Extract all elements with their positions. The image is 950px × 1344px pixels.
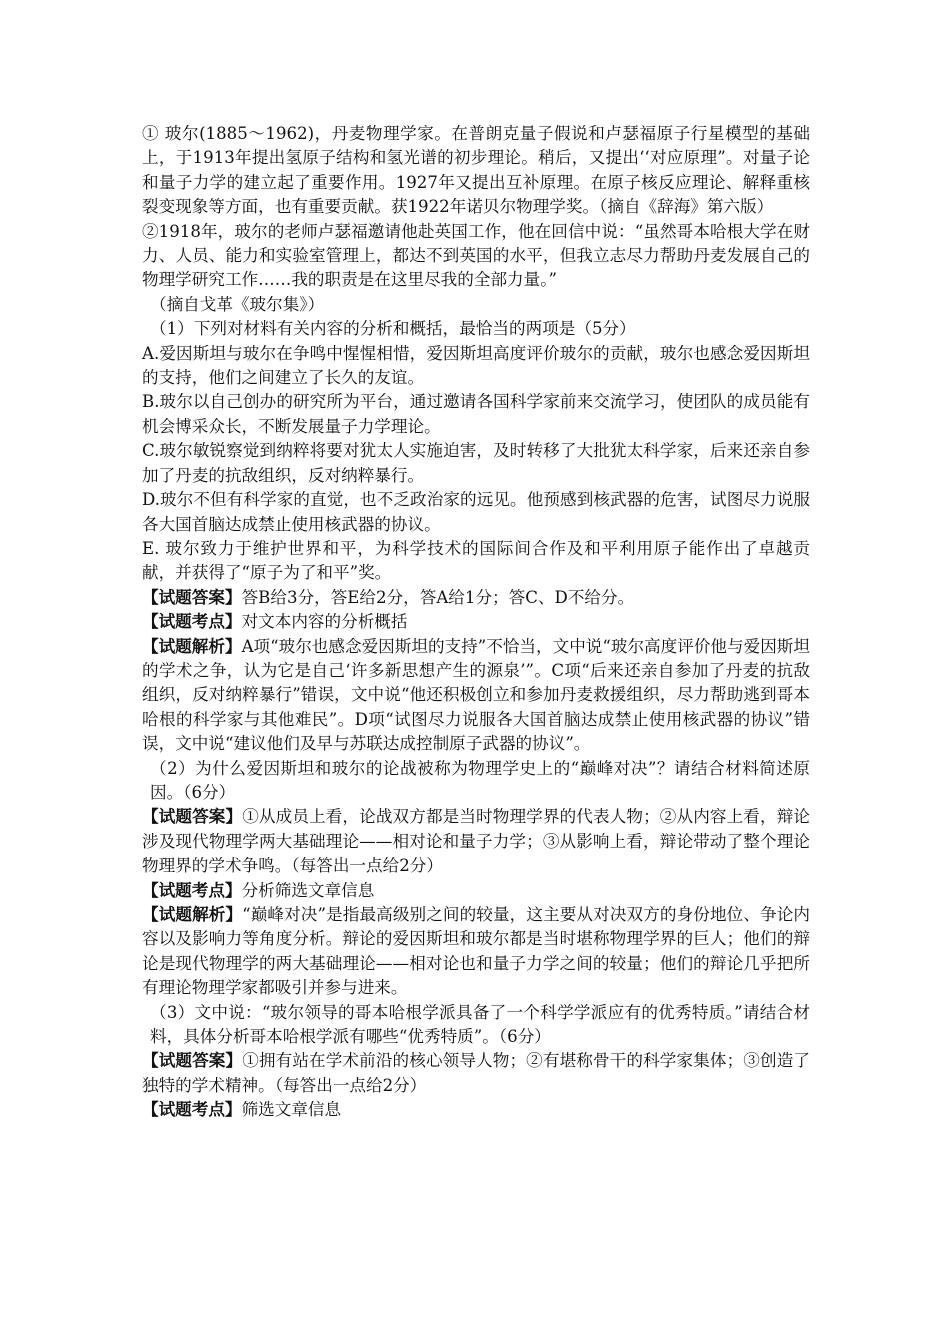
material-1: ① 玻尔(1885～1962)，丹麦物理学家。在普朗克量子假说和卢瑟福原子行星模型的基础上，于1913年提出氢原子结构和氢光谱的初步理论。稍后，又提出‘‘对应原理”。对量子论和量子力学的建立起了重要作用。1927年又提出互补原理。在原子核反应理论、解释重核裂变现象等方面，也有重要贡献。获1922年诺贝尔物理学奖。（摘自《辞海》第六版） (142, 124, 810, 217)
point-label: 【试题考点】 (142, 612, 242, 632)
point-label: 【试题考点】 (142, 880, 242, 900)
q2-point (142, 879, 810, 903)
point-label: 【试题考点】 (142, 1100, 242, 1120)
q2-answer-text: ①从成员上看，论战双方都是当时物理学界的代表人物；②从内容上看，辩论涉及现代物理学两大基础理论——相对论和量子力学；③从影响上看，辩论带动了整个理论物理界的学术争鸣。（每答出一点给2分） (142, 807, 811, 876)
q1-analysis (142, 635, 810, 757)
q1-point-text: 对文本内容的分析概括 (241, 612, 408, 632)
q2-answer (142, 805, 810, 878)
q2-analysis (142, 903, 810, 1001)
answer-label: 【试题答案】 (142, 807, 243, 827)
q3-answer-text: ①拥有站在学术前沿的核心领导人物；②有堪称骨干的科学家集体；③创造了独特的学术精神。（每答出一点给2分） (142, 1051, 811, 1095)
option-a: A.爱因斯坦与玻尔在争鸣中惺惺相惜，爱因斯坦高度评价玻尔的贡献，玻尔也感念爱因斯坦的支持，他们之间建立了长久的友谊。 (142, 343, 810, 388)
q1-answer-text: 答B给3分，答E给2分，答A给1分；答C、D不给分。 (241, 587, 635, 607)
q3-answer (142, 1049, 810, 1098)
answer-label: 【试题答案】 (142, 1051, 243, 1071)
question-3: （3）文中说：“玻尔领导的哥本哈根学派具备了一个科学学派应有的优秀特质。”请结合材料，具体分析哥本哈根学派有哪些“优秀特质”。（6分） (150, 1002, 810, 1047)
question-1: （1）下列对材料有关内容的分析和概括，最恰当的两项是（5分） (150, 319, 636, 339)
analysis-label: 【试题解析】 (142, 905, 243, 924)
option-c: C.玻尔敏锐察觉到纳粹将要对犹太人实施迫害，及时转移了大批犹太科学家，后来还亲自参加了丹麦的抗敌组织，反对纳粹暴行。 (142, 441, 810, 485)
q2-point-text: 分析筛选文章信息 (241, 880, 375, 900)
q2-analysis-text: “巅峰对决”是指最高级别之间的较量，这主要从对决双方的身份地位、争论内容以及影响力等角度分析。辩论的爱因斯坦和玻尔都是当时堪称物理学界的巨人；他们的辩论是现代物理学的两大基础理论——相对论也和量子力学之间的较量；他们的辩论几乎把所有理论物理学家都吸引并参与进来。 (142, 905, 811, 998)
material-2-source: （摘自戈革《玻尔集》） (150, 294, 325, 314)
q1-answer (142, 586, 810, 610)
q3-point-text: 筛选文章信息 (241, 1100, 342, 1120)
document-page (142, 122, 810, 1123)
q1-analysis-text: A项“玻尔也感念爱因斯坦的支持”不恰当，文中说“玻尔高度评价他与爱因斯坦的学术之争，认为它是自己‘许多新思想产生的源泉’”。C项“后来还亲自参加了丹麦的抗敌组织，反对纳粹暴行”错误，文中说“他还积极创立和参加丹麦救援组织，尽力帮助逃到哥本哈根的科学家与其他难民”。D项“试图尽力说服各大国首脑达成禁止使用核武器的协议”错误，文中说“建议他们及早与苏联达成控制原子武器的协议”。 (142, 636, 810, 754)
option-b: B.玻尔以自己创办的研究所为平台，通过邀请各国科学家前来交流学习，使团队的成员能有机会博采众长，不断发展量子力学理论。 (142, 392, 810, 436)
answer-label: 【试题答案】 (142, 587, 242, 607)
option-e: E. 玻尔致力于维护世界和平，为科学技术的国际间合作及和平利用原子能作出了卓越贡献，并获得了“原子为了和平”奖。 (142, 538, 810, 583)
material-2: ②1918年，玻尔的老师卢瑟福邀请他赴英国工作，他在回信中说：“虽然哥本哈根大学在财力、人员、能力和实验室管理上，都达不到英国的水平，但我立志尽力帮助丹麦发展自己的物理学研究工作……我的职责是在这里尽我的全部力量。” (142, 221, 810, 290)
option-d: D.玻尔不但有科学家的直觉，也不乏政治家的远见。他预感到核武器的危害，试图尽力说服各大国首脑达成禁止使用核武器的协议。 (142, 490, 810, 534)
analysis-label: 【试题解析】 (142, 636, 242, 656)
q1-point (142, 610, 810, 634)
question-2: （2）为什么爱因斯坦和玻尔的论战被称为物理学史上的“巅峰对决”？请结合材料简述原因。（6分） (150, 758, 810, 802)
q3-point (142, 1098, 810, 1122)
